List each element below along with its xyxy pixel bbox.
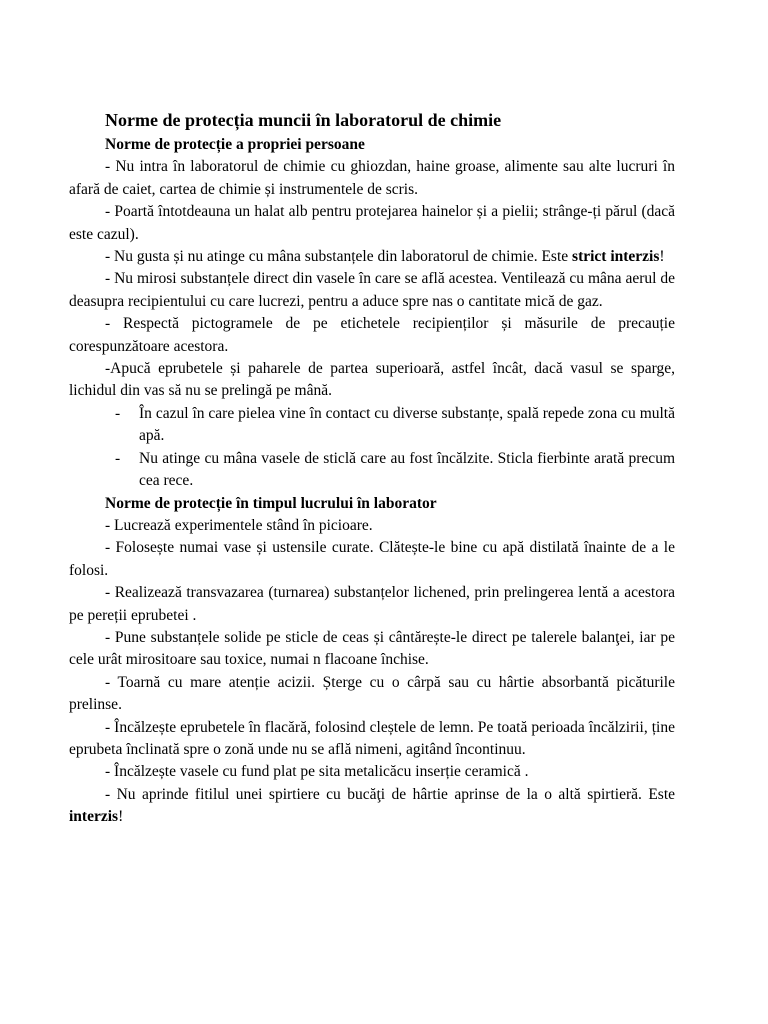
document-body [69, 108, 675, 829]
bullet-skin-contact-text: În cazul în care pielea vine în contact cu diverse substanțe, spală repede zona cu multă apă. [139, 404, 675, 445]
rule-hold-tubes: -Apucă eprubetele și paharele de partea superioară, astfel încât, dacă vasul se sparge, lichidul din vas să nu se prelingă pe mână. [69, 360, 675, 400]
bullet-dash: - [115, 404, 121, 422]
bullet-hot-glass [115, 448, 675, 493]
rule-flat-vessels: - Încălzește vasele cu fund plat pe sita metalicăcu inserție ceramică . [105, 763, 529, 781]
rule-no-bags: - Nu intra în laboratorul de chimie cu ghiozdan, haine groase, alimente sau alte lucruri în afară de caiet, cartea de chimie și instrumentele de scris. [69, 158, 675, 198]
rule-spirit-lamp-end: ! [118, 808, 124, 826]
rule-spirit-lamp-emphasis: interzis [69, 808, 119, 826]
rule-no-taste-emphasis: strict interzis [572, 248, 660, 266]
rule-acids: - Toarnă cu mare atenție acizii. Șterge cu o cârpă sau cu hârtie absorbantă picăturile prelinse. [69, 673, 675, 714]
rule-no-taste-text: - Nu gusta și nu atinge cu mâna substanțele din laboratorul de chimie. Este [105, 248, 573, 266]
rule-solid-substances: - Pune substanțele solide pe sticle de ceas și cântărește-le direct pe talerele balanţei, iar pe cele urât mirositoare sau toxice, numai n flacoane închise. [69, 628, 675, 669]
rule-no-smell: - Nu mirosi substanțele direct din vasele în care se află acestea. Ventilează cu mâna aerul de deasupra recipientului cu care lucrezi, pentru a aduce spre nas o cantitate mică de gaz. [69, 270, 675, 310]
rule-pictograms: - Respectă pictogramele de pe etichetele recipienților și măsurile de precauție corespunzătoare acestora. [69, 315, 675, 355]
rule-clean-vessels: - Folosește numai vase și ustensile curate. Clătește-le bine cu apă distilată înainte de a le folosi. [69, 539, 675, 579]
section-heading-work-protection: Norme de protecție în timpul lucrului în laborator [105, 494, 437, 512]
rule-heat-tubes: - Încălzește eprubetele în flacără, folosind cleștele de lemn. Pe toată perioada încălzirii, ține eprubeta înclinată spre o zonă unde nu se află nimeni, agitând încontinuu. [69, 718, 675, 758]
rule-standing: - Lucrează experimentele stând în picioare. [105, 516, 373, 534]
rule-no-taste [69, 246, 675, 268]
rule-spirit-lamp-text: - Nu aprinde fitilul unei spirtiere cu bucăţi de hârtie aprinse de la o altă spirtieră. Este [105, 785, 675, 803]
rule-lab-coat: - Poartă întotdeauna un halat alb pentru protejarea hainelor și a pielii; strânge-ți părul (dacă este cazul). [69, 203, 675, 243]
section-heading-personal-protection: Norme de protecție a propriei persoane [105, 136, 365, 153]
rule-spirit-lamp [69, 784, 675, 829]
bullet-skin-contact [115, 403, 675, 448]
rule-no-taste-end: ! [659, 248, 665, 266]
bullet-dash: - [115, 449, 121, 467]
rule-transfer-liquids: - Realizează transvazarea (turnarea) substanțelor lichened, prin prelingerea lentă a acestora pe pereții eprubetei . [69, 584, 675, 624]
document-title: Norme de protecția muncii în laboratorul de chimie [105, 110, 502, 130]
bullet-hot-glass-text: Nu atinge cu mâna vasele de sticlă care au fost încălzite. Sticla fierbinte arată precum cea rece. [139, 449, 675, 490]
